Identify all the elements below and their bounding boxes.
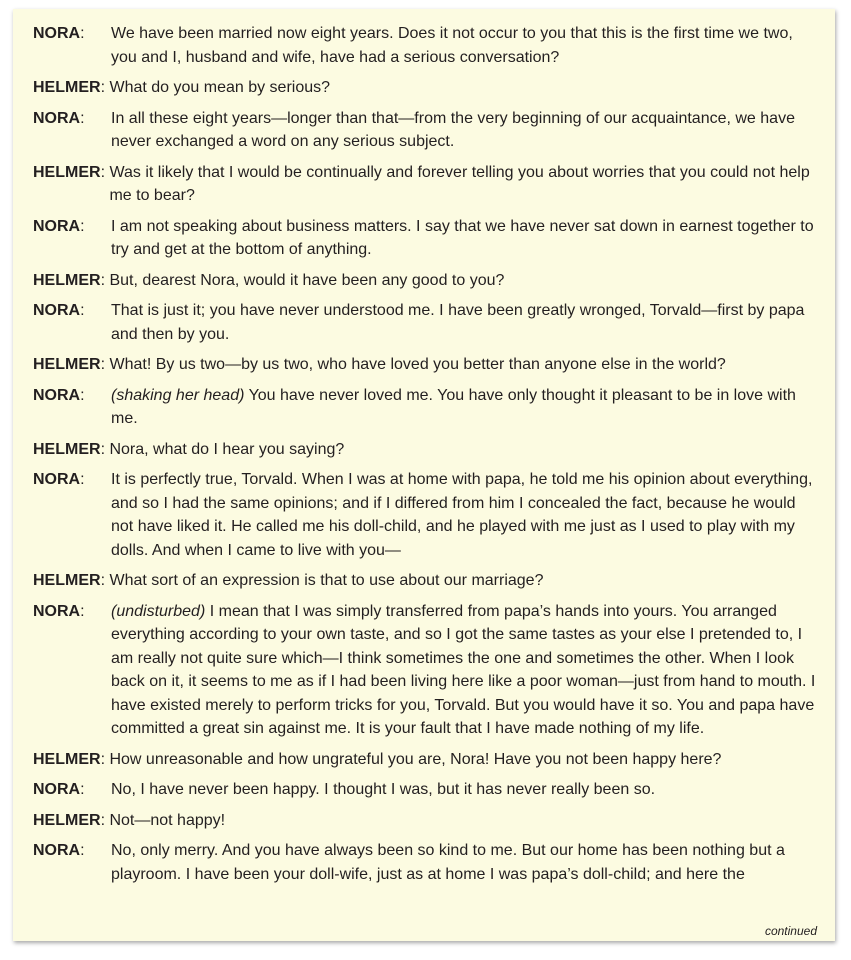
speaker-name: NORA: bbox=[33, 109, 85, 127]
dialogue-text: We have been married now eight years. Does it not occur to you that this is the first time we two, you and I, husband and wife, have had a serious conversation? bbox=[111, 25, 793, 66]
dialogue-text: Nora, what do I hear you saying? bbox=[109, 440, 345, 458]
dialogue-text: What do you mean by serious? bbox=[109, 79, 331, 96]
speaker-name: NORA: bbox=[33, 25, 85, 42]
dialogue-text: (undisturbed) I mean that I was simply transferred from papa’s hands into yours. You arranged everything according to your own taste, and so I got the same tastes as your else I pretended to, I am really not quite sure which—I think sometimes the one and sometimes the other. When I look back on it, it seems to me as if I had been living here like a poor woman—just from hand to mouth. I have existed merely to perform tricks for you, Torvald. But you would have it so. You and papa have committed a great sin against me. It is your fault that I have made nothing of my life. bbox=[111, 602, 816, 737]
dialogue-text: What sort of an expression is that to use about our marriage? bbox=[109, 572, 544, 589]
dialogue-line bbox=[33, 384, 817, 431]
dialogue-line bbox=[33, 839, 817, 886]
dialogue-text: But, dearest Nora, would it have been any good to you? bbox=[109, 271, 505, 289]
dialogue-line bbox=[33, 76, 817, 100]
stage-direction: (shaking her head) bbox=[111, 386, 245, 404]
speaker-name: HELMER: bbox=[33, 163, 106, 181]
dialogue-line bbox=[33, 438, 817, 462]
speaker-name: NORA: bbox=[33, 217, 85, 235]
dialogue-line bbox=[33, 809, 817, 833]
speaker-name: HELMER: bbox=[33, 356, 106, 373]
dialogue-line bbox=[33, 161, 817, 208]
speaker-name: HELMER: bbox=[33, 271, 106, 289]
speaker-name: NORA: bbox=[33, 386, 85, 404]
dialogue-text: What! By us two—by us two, who have loved you better than anyone else in the world? bbox=[109, 356, 726, 373]
dialogue-line bbox=[33, 748, 817, 772]
dialogue-line bbox=[33, 299, 817, 346]
speaker-name: HELMER: bbox=[33, 572, 106, 589]
dialogue-text: It is perfectly true, Torvald. When I was at home with papa, he told me his opinion about everything, and so I had the same opinions; and if I differed from him I concealed the fact, because he would not have liked it. He called me his doll-child, and he played with me just as I used to play with my dolls. And when I came to live with you— bbox=[111, 471, 813, 559]
dialogue-text: Was it likely that I would be continually and forever telling you about worries that you could not help me to bear? bbox=[109, 163, 810, 204]
speaker-name: NORA: bbox=[33, 302, 85, 319]
continued-label: continued bbox=[764, 924, 817, 938]
dialogue-text: I am not speaking about business matters. I say that we have never sat down in earnest together to try and get at the bottom of anything. bbox=[111, 217, 814, 258]
speaker-name: NORA: bbox=[33, 602, 85, 620]
speaker-name: HELMER: bbox=[33, 811, 106, 829]
dialogue-list bbox=[33, 22, 817, 886]
dialogue-line bbox=[33, 569, 817, 593]
dialogue-line bbox=[33, 22, 817, 69]
dialogue-line bbox=[33, 107, 817, 154]
dialogue-text: That is just it; you have never understood me. I have been greatly wronged, Torvald—first by papa and then by you. bbox=[111, 302, 805, 343]
dialogue-line bbox=[33, 600, 817, 741]
speaker-name: NORA: bbox=[33, 842, 85, 859]
dialogue-line bbox=[33, 778, 817, 802]
speaker-name: HELMER: bbox=[33, 79, 106, 96]
script-panel bbox=[13, 9, 835, 941]
speaker-name: HELMER: bbox=[33, 750, 106, 768]
dialogue-text: Not—not happy! bbox=[109, 811, 226, 829]
speaker-name: NORA: bbox=[33, 471, 85, 488]
dialogue-text: No, I have never been happy. I thought I was, but it has never really been so. bbox=[111, 781, 656, 798]
stage-direction: (undisturbed) bbox=[111, 602, 206, 620]
dialogue-text: How unreasonable and how ungrateful you are, Nora! Have you not been happy here? bbox=[109, 750, 722, 768]
speaker-name: HELMER: bbox=[33, 440, 106, 458]
speaker-name: NORA: bbox=[33, 781, 85, 798]
dialogue-line bbox=[33, 468, 817, 562]
dialogue-line bbox=[33, 269, 817, 293]
dialogue-text: In all these eight years—longer than that—from the very beginning of our acquaintance, we have never exchanged a word on any serious subject. bbox=[111, 109, 795, 150]
dialogue-line bbox=[33, 215, 817, 262]
dialogue-text: No, only merry. And you have always been so kind to me. But our home has been nothing but a playroom. I have been your doll-wife, just as at home I was papa’s doll-child; and here the bbox=[111, 842, 785, 883]
dialogue-text: (shaking her head) You have never loved me. You have only thought it pleasant to be in love with me. bbox=[111, 386, 796, 427]
dialogue-line bbox=[33, 353, 817, 377]
